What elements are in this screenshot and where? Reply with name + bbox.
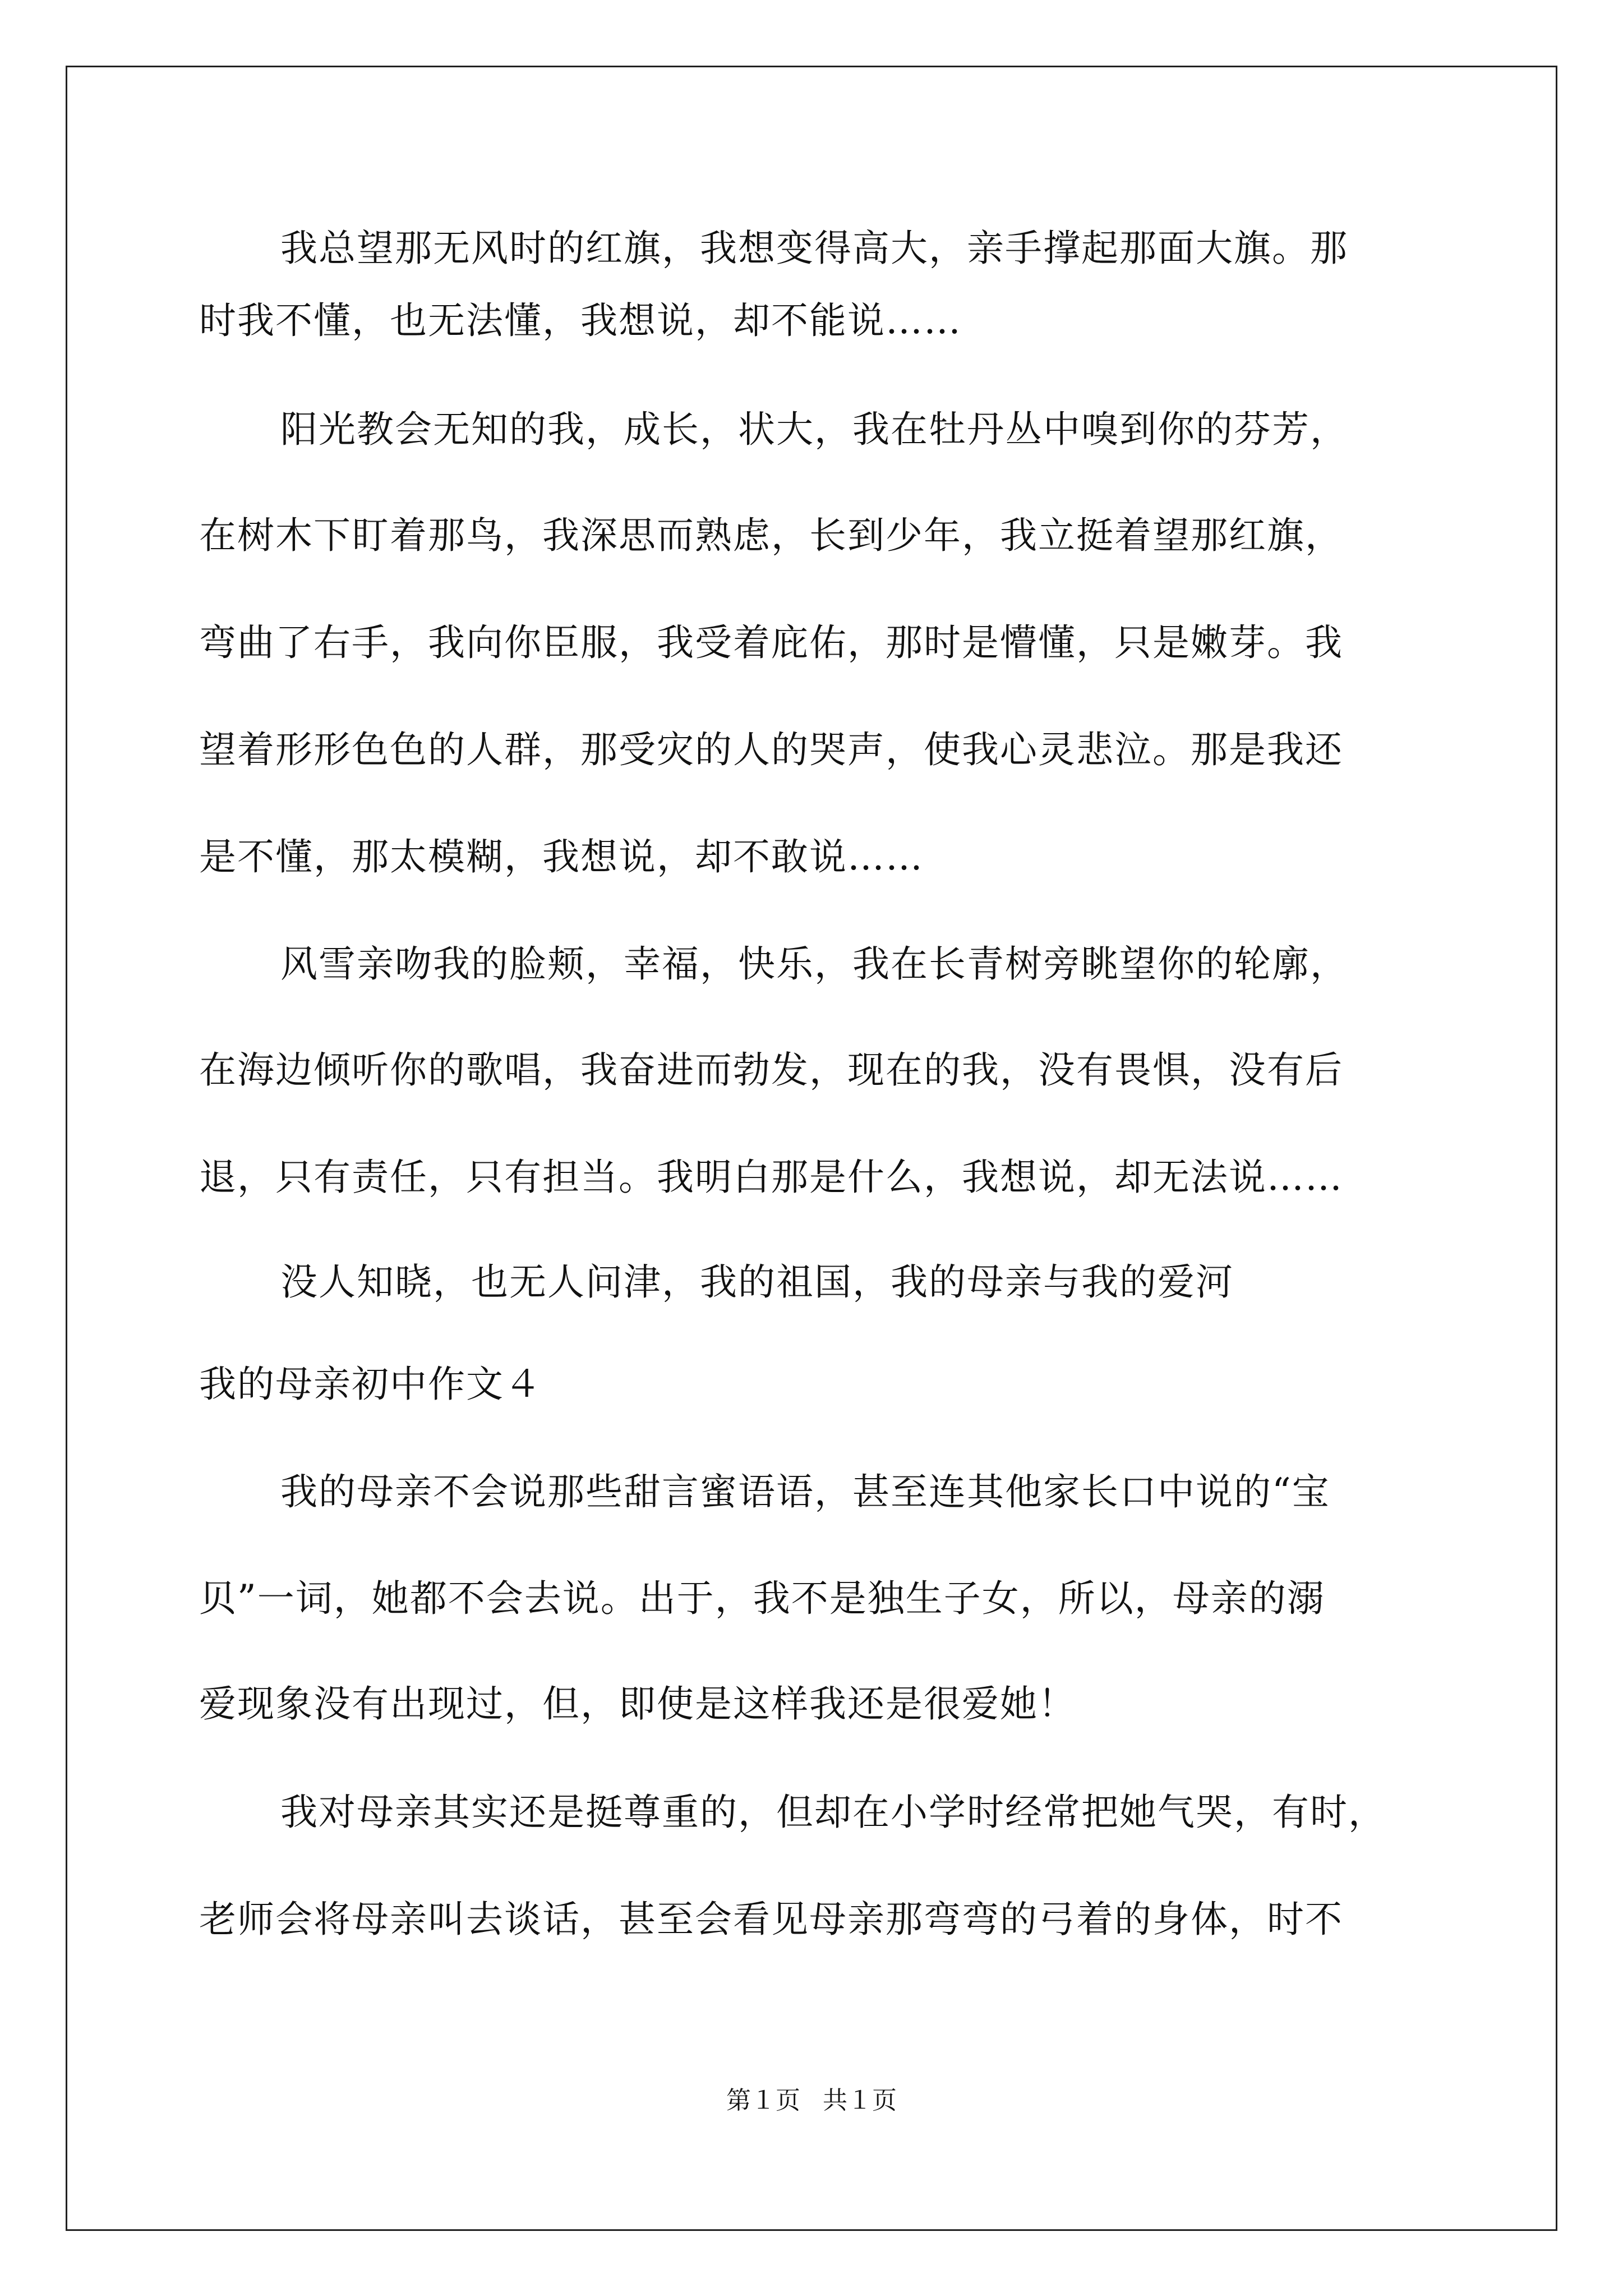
page-footer bbox=[0, 2084, 1623, 2118]
paragraph-3-line-1: 风雪亲吻我的脸颊，幸福，快乐，我在长青树旁眺望你的轮廓， bbox=[280, 942, 1348, 986]
paragraph-2-line-2: 在树木下盯着那鸟，我深思而熟虑，长到少年，我立挺着望那红旗， bbox=[199, 514, 1343, 557]
paragraph-6-line-2: 老师会将母亲叫去谈话，甚至会看见母亲那弯弯的弓着的身体，时不 bbox=[199, 1898, 1343, 1941]
paragraph-6-line-1: 我对母亲其实还是挺尊重的，但却在小学时经常把她气哭，有时， bbox=[280, 1791, 1386, 1834]
paragraph-3-line-2: 在海边倾听你的歌唱，我奋进而勃发，现在的我，没有畏惧，没有后 bbox=[199, 1048, 1343, 1092]
total-pages: 共１页 bbox=[823, 2086, 897, 2115]
page-number: 第１页 bbox=[726, 2086, 800, 2115]
paragraph-1-line-2: 时我不懂，也无法懂，我想说，却不能说…… bbox=[199, 299, 962, 342]
paragraph-2-line-5: 是不懂，那太模糊，我想说，却不敢说…… bbox=[199, 835, 924, 878]
paragraph-1-line-1: 我总望那无风时的红旗，我想变得高大，亲手撑起那面大旗。那 bbox=[280, 227, 1348, 270]
paragraph-5-line-1: 我的母亲不会说那些甜言蜜语语，甚至连其他家长口中说的“宝 bbox=[280, 1470, 1330, 1513]
paragraph-2-line-4: 望着形形色色的人群，那受灾的人的哭声，使我心灵悲泣。那是我还 bbox=[199, 728, 1343, 771]
paragraph-4-line-1: 没人知晓，也无人问津，我的祖国，我的母亲与我的爱河 bbox=[280, 1260, 1234, 1304]
paragraph-2-line-3: 弯曲了右手，我向你臣服，我受着庇佑，那时是懵懂，只是嫩芽。我 bbox=[199, 621, 1343, 664]
paragraph-5-line-2: 贝”一词，她都不会去说。出于，我不是独生子女，所以，母亲的溺 bbox=[199, 1577, 1325, 1620]
paragraph-2-line-1: 阳光教会无知的我，成长，状大，我在牡丹丛中嗅到你的芬芳， bbox=[280, 408, 1348, 451]
section-title: 我的母亲初中作文４ bbox=[199, 1363, 542, 1406]
paragraph-5-line-3: 爱现象没有出现过，但，即使是这样我还是很爱她！ bbox=[199, 1682, 1076, 1726]
paragraph-3-line-3: 退，只有责任，只有担当。我明白那是什么，我想说，却无法说…… bbox=[199, 1156, 1343, 1199]
